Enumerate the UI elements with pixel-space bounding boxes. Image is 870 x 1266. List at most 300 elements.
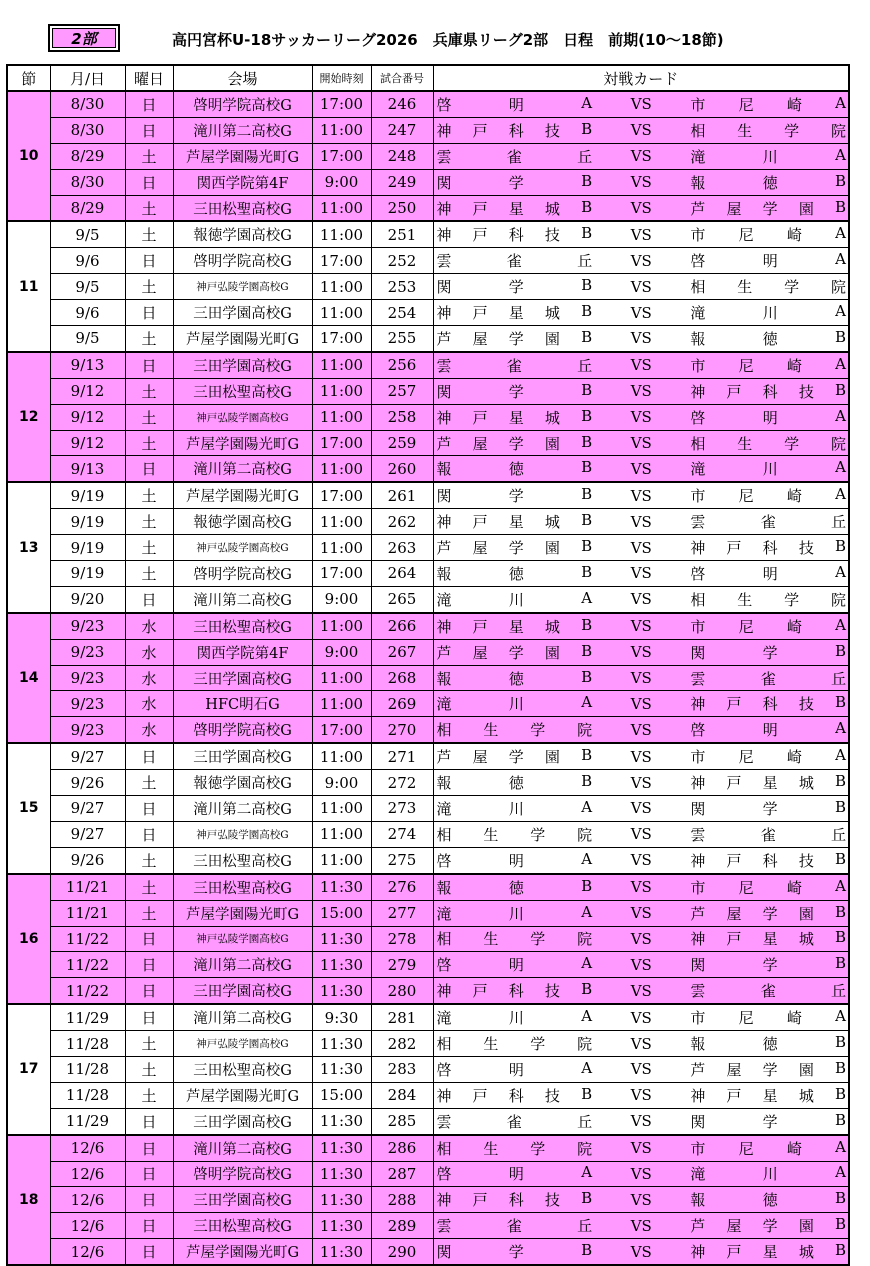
table-row bbox=[7, 1135, 849, 1161]
vs-label: VS bbox=[630, 720, 652, 739]
match-day: 日 bbox=[125, 169, 173, 195]
away-team: 雲 雀 丘 bbox=[690, 513, 846, 532]
match-venue: 三田学園高校G bbox=[173, 352, 312, 378]
vs-label: VS bbox=[630, 773, 652, 792]
home-team: 報 徳 B bbox=[436, 667, 593, 688]
vs-label: VS bbox=[630, 1164, 652, 1183]
table-row bbox=[7, 770, 849, 796]
match-venue: 報徳学園高校G bbox=[173, 770, 312, 796]
match-day: 土 bbox=[125, 509, 173, 535]
match-start-time: 11:30 bbox=[312, 874, 371, 900]
home-team: 相 生 学 院 bbox=[436, 825, 593, 844]
home-team: 滝 川 A bbox=[436, 1007, 593, 1028]
match-card bbox=[433, 821, 849, 847]
match-day: 土 bbox=[125, 143, 173, 169]
match-start-time: 11:00 bbox=[312, 743, 371, 769]
vs-label: VS bbox=[630, 1112, 652, 1131]
home-team: 雲 雀 丘 bbox=[436, 252, 593, 271]
match-number: 256 bbox=[371, 352, 433, 378]
table-row bbox=[7, 639, 849, 665]
match-date: 11/28 bbox=[50, 1031, 125, 1057]
vs-label: VS bbox=[630, 277, 652, 296]
match-venue: 滝川第二高校G bbox=[173, 796, 312, 822]
table-row bbox=[7, 821, 849, 847]
table-row bbox=[7, 248, 849, 274]
match-venue: 啓明学院高校G bbox=[173, 1161, 312, 1187]
match-number: 271 bbox=[371, 743, 433, 769]
table-row bbox=[7, 91, 849, 117]
match-card bbox=[433, 143, 849, 169]
home-team: 啓 明 A bbox=[436, 93, 593, 114]
match-day: 土 bbox=[125, 535, 173, 561]
table-row bbox=[7, 561, 849, 587]
home-team: 報 徳 B bbox=[436, 458, 593, 479]
match-card bbox=[433, 1239, 849, 1265]
match-venue: 滝川第二高校G bbox=[173, 1135, 312, 1161]
match-start-time: 11:30 bbox=[312, 1187, 371, 1213]
match-card bbox=[433, 482, 849, 508]
match-date: 9/19 bbox=[50, 535, 125, 561]
match-day: 土 bbox=[125, 221, 173, 247]
vs-label: VS bbox=[630, 851, 652, 870]
match-day: 日 bbox=[125, 743, 173, 769]
match-date: 9/5 bbox=[50, 326, 125, 352]
match-day: 日 bbox=[125, 1187, 173, 1213]
match-date: 8/29 bbox=[50, 195, 125, 221]
match-card bbox=[433, 248, 849, 274]
match-number: 284 bbox=[371, 1082, 433, 1108]
match-venue: 神戸弘陵学園高校G bbox=[173, 535, 312, 561]
match-card bbox=[433, 169, 849, 195]
match-date: 9/6 bbox=[50, 300, 125, 326]
match-venue: 三田学園高校G bbox=[173, 1108, 312, 1134]
match-number: 274 bbox=[371, 821, 433, 847]
match-venue: 三田松聖高校G bbox=[173, 1056, 312, 1082]
table-row bbox=[7, 743, 849, 769]
home-team: 関 学 B bbox=[436, 485, 593, 506]
vs-label: VS bbox=[630, 1086, 652, 1105]
match-day: 日 bbox=[125, 1108, 173, 1134]
away-team: 滝 川 A bbox=[690, 145, 846, 166]
match-start-time: 11:00 bbox=[312, 221, 371, 247]
match-number: 287 bbox=[371, 1161, 433, 1187]
match-venue: 三田松聖高校G bbox=[173, 847, 312, 873]
section-number: 14 bbox=[7, 613, 50, 743]
home-team: 報 徳 B bbox=[436, 772, 593, 793]
match-number: 264 bbox=[371, 561, 433, 587]
home-team: 関 学 B bbox=[436, 1241, 593, 1262]
home-team: 相 生 学 院 bbox=[436, 1139, 593, 1158]
vs-label: VS bbox=[630, 799, 652, 818]
vs-label: VS bbox=[630, 825, 652, 844]
table-row bbox=[7, 456, 849, 482]
match-start-time: 11:30 bbox=[312, 1161, 371, 1187]
table-row bbox=[7, 535, 849, 561]
home-team: 滝 川 A bbox=[436, 797, 593, 818]
match-venue: 神戸弘陵学園高校G bbox=[173, 926, 312, 952]
away-team: 市 尼 崎 A bbox=[690, 485, 846, 506]
match-venue: 三田学園高校G bbox=[173, 665, 312, 691]
home-team: 神 戸 星 城 B bbox=[436, 511, 593, 532]
match-card bbox=[433, 639, 849, 665]
table-row bbox=[7, 900, 849, 926]
home-team: 神 戸 星 城 B bbox=[436, 406, 593, 427]
home-team: 滝 川 A bbox=[436, 588, 593, 609]
match-number: 266 bbox=[371, 613, 433, 639]
match-day: 日 bbox=[125, 352, 173, 378]
match-venue: 三田松聖高校G bbox=[173, 378, 312, 404]
match-card bbox=[433, 586, 849, 612]
match-number: 249 bbox=[371, 169, 433, 195]
match-date: 9/23 bbox=[50, 717, 125, 743]
match-start-time: 15:00 bbox=[312, 900, 371, 926]
vs-label: VS bbox=[630, 1216, 652, 1235]
match-number: 257 bbox=[371, 378, 433, 404]
away-team: 関 学 B bbox=[690, 954, 846, 975]
match-day: 日 bbox=[125, 926, 173, 952]
table-header-row bbox=[7, 65, 849, 91]
match-venue: 芦屋学園陽光町G bbox=[173, 482, 312, 508]
match-venue: 神戸弘陵学園高校G bbox=[173, 1031, 312, 1057]
home-team: 神 戸 星 城 B bbox=[436, 302, 593, 323]
match-start-time: 11:30 bbox=[312, 1239, 371, 1265]
table-row bbox=[7, 1056, 849, 1082]
match-number: 290 bbox=[371, 1239, 433, 1265]
match-day: 日 bbox=[125, 796, 173, 822]
away-team: 市 尼 崎 A bbox=[690, 746, 846, 767]
match-start-time: 11:00 bbox=[312, 691, 371, 717]
match-start-time: 9:00 bbox=[312, 770, 371, 796]
match-date: 11/22 bbox=[50, 952, 125, 978]
away-team: 芦 屋 学 園 B bbox=[690, 1215, 846, 1236]
vs-label: VS bbox=[630, 929, 652, 948]
match-day: 日 bbox=[125, 456, 173, 482]
match-start-time: 11:30 bbox=[312, 1108, 371, 1134]
match-start-time: 11:30 bbox=[312, 1056, 371, 1082]
match-day: 土 bbox=[125, 1082, 173, 1108]
home-team: 雲 雀 丘 bbox=[436, 356, 593, 375]
match-venue: 三田学園高校G bbox=[173, 1187, 312, 1213]
match-venue: 神戸弘陵学園高校G bbox=[173, 404, 312, 430]
vs-label: VS bbox=[630, 538, 652, 557]
division-badge-label: 2部 bbox=[52, 28, 116, 48]
away-team: 芦 屋 学 園 B bbox=[690, 197, 846, 218]
match-card bbox=[433, 926, 849, 952]
match-number: 273 bbox=[371, 796, 433, 822]
vs-label: VS bbox=[630, 303, 652, 322]
home-team: 報 徳 B bbox=[436, 876, 593, 897]
vs-label: VS bbox=[630, 643, 652, 662]
table-row bbox=[7, 378, 849, 404]
match-card bbox=[433, 847, 849, 873]
match-card bbox=[433, 1082, 849, 1108]
vs-label: VS bbox=[630, 251, 652, 270]
table-row bbox=[7, 326, 849, 352]
match-card bbox=[433, 743, 849, 769]
match-number: 272 bbox=[371, 770, 433, 796]
away-team: 市 尼 崎 A bbox=[690, 224, 846, 245]
table-row bbox=[7, 665, 849, 691]
vs-label: VS bbox=[630, 617, 652, 636]
home-team: 芦 屋 学 園 B bbox=[436, 432, 593, 453]
away-team: 啓 明 A bbox=[690, 719, 846, 740]
match-venue: 芦屋学園陽光町G bbox=[173, 143, 312, 169]
match-venue: 報徳学園高校G bbox=[173, 509, 312, 535]
col-header-start-time: 開始時刻 bbox=[312, 65, 371, 91]
section-number: 17 bbox=[7, 1004, 50, 1134]
match-date: 8/29 bbox=[50, 143, 125, 169]
match-start-time: 17:00 bbox=[312, 561, 371, 587]
away-team: 相 生 学 院 bbox=[690, 590, 846, 609]
match-start-time: 11:30 bbox=[312, 1031, 371, 1057]
match-venue: 滝川第二高校G bbox=[173, 586, 312, 612]
col-header-match-number: 試合番号 bbox=[371, 65, 433, 91]
table-row bbox=[7, 926, 849, 952]
match-venue: 芦屋学園陽光町G bbox=[173, 430, 312, 456]
match-start-time: 11:00 bbox=[312, 847, 371, 873]
match-start-time: 11:30 bbox=[312, 978, 371, 1004]
vs-label: VS bbox=[630, 121, 652, 140]
match-number: 261 bbox=[371, 482, 433, 508]
match-start-time: 11:00 bbox=[312, 404, 371, 430]
division-badge bbox=[48, 24, 120, 52]
vs-label: VS bbox=[630, 382, 652, 401]
match-number: 260 bbox=[371, 456, 433, 482]
home-team: 啓 明 A bbox=[436, 1163, 593, 1184]
match-card bbox=[433, 613, 849, 639]
vs-label: VS bbox=[630, 459, 652, 478]
vs-label: VS bbox=[630, 564, 652, 583]
match-card bbox=[433, 404, 849, 430]
match-venue: 三田学園高校G bbox=[173, 978, 312, 1004]
away-team: 神 戸 星 城 B bbox=[690, 772, 846, 793]
match-date: 9/13 bbox=[50, 352, 125, 378]
table-row bbox=[7, 613, 849, 639]
match-venue: 啓明学院高校G bbox=[173, 717, 312, 743]
away-team: 市 尼 崎 A bbox=[690, 354, 846, 375]
match-date: 9/13 bbox=[50, 456, 125, 482]
table-row bbox=[7, 717, 849, 743]
match-date: 9/12 bbox=[50, 430, 125, 456]
match-venue: HFC明石G bbox=[173, 691, 312, 717]
home-team: 神 戸 科 技 B bbox=[436, 119, 593, 140]
match-day: 土 bbox=[125, 326, 173, 352]
match-start-time: 17:00 bbox=[312, 143, 371, 169]
table-row bbox=[7, 482, 849, 508]
match-date: 8/30 bbox=[50, 169, 125, 195]
vs-label: VS bbox=[630, 694, 652, 713]
match-date: 11/29 bbox=[50, 1108, 125, 1134]
match-card bbox=[433, 665, 849, 691]
section-number: 12 bbox=[7, 352, 50, 482]
vs-label: VS bbox=[630, 512, 652, 531]
away-team: 雲 雀 丘 bbox=[690, 825, 846, 844]
match-day: 水 bbox=[125, 639, 173, 665]
match-number: 281 bbox=[371, 1004, 433, 1030]
away-team: 報 徳 B bbox=[690, 1189, 846, 1210]
match-day: 水 bbox=[125, 613, 173, 639]
match-start-time: 11:00 bbox=[312, 195, 371, 221]
home-team: 報 徳 B bbox=[436, 562, 593, 583]
match-venue: 芦屋学園陽光町G bbox=[173, 326, 312, 352]
match-card bbox=[433, 1056, 849, 1082]
match-venue: 芦屋学園陽光町G bbox=[173, 1239, 312, 1265]
vs-label: VS bbox=[630, 1190, 652, 1209]
match-date: 9/6 bbox=[50, 248, 125, 274]
match-date: 11/29 bbox=[50, 1004, 125, 1030]
home-team: 相 生 学 院 bbox=[436, 721, 593, 740]
match-start-time: 11:00 bbox=[312, 117, 371, 143]
match-number: 258 bbox=[371, 404, 433, 430]
match-day: 土 bbox=[125, 900, 173, 926]
vs-label: VS bbox=[630, 173, 652, 192]
match-start-time: 11:00 bbox=[312, 821, 371, 847]
match-date: 9/12 bbox=[50, 378, 125, 404]
match-venue: 滝川第二高校G bbox=[173, 117, 312, 143]
match-card bbox=[433, 1135, 849, 1161]
away-team: 報 徳 B bbox=[690, 327, 846, 348]
table-row bbox=[7, 509, 849, 535]
vs-label: VS bbox=[630, 486, 652, 505]
away-team: 芦 屋 学 園 B bbox=[690, 1058, 846, 1079]
away-team: 市 尼 崎 A bbox=[690, 876, 846, 897]
match-number: 263 bbox=[371, 535, 433, 561]
away-team: 滝 川 A bbox=[690, 302, 846, 323]
away-team: 報 徳 B bbox=[690, 1033, 846, 1053]
match-start-time: 17:00 bbox=[312, 717, 371, 743]
match-date: 9/20 bbox=[50, 586, 125, 612]
match-card bbox=[433, 1031, 849, 1057]
match-date: 11/21 bbox=[50, 900, 125, 926]
match-venue: 三田松聖高校G bbox=[173, 874, 312, 900]
match-number: 248 bbox=[371, 143, 433, 169]
section-number: 16 bbox=[7, 874, 50, 1004]
match-date: 9/23 bbox=[50, 691, 125, 717]
vs-label: VS bbox=[630, 1139, 652, 1158]
match-start-time: 11:30 bbox=[312, 1135, 371, 1161]
match-start-time: 9:00 bbox=[312, 169, 371, 195]
vs-label: VS bbox=[630, 904, 652, 923]
match-day: 水 bbox=[125, 717, 173, 743]
match-day: 日 bbox=[125, 91, 173, 117]
home-team: 啓 明 A bbox=[436, 849, 593, 870]
match-number: 269 bbox=[371, 691, 433, 717]
match-day: 土 bbox=[125, 770, 173, 796]
home-team: 相 生 学 院 bbox=[436, 1035, 593, 1053]
match-number: 270 bbox=[371, 717, 433, 743]
home-team: 神 戸 科 技 B bbox=[436, 224, 593, 245]
match-card bbox=[433, 274, 849, 300]
match-card bbox=[433, 770, 849, 796]
table-row bbox=[7, 586, 849, 612]
match-card bbox=[433, 91, 849, 117]
match-day: 土 bbox=[125, 378, 173, 404]
match-start-time: 17:00 bbox=[312, 482, 371, 508]
match-day: 水 bbox=[125, 665, 173, 691]
match-card bbox=[433, 1108, 849, 1134]
match-number: 259 bbox=[371, 430, 433, 456]
match-venue: 芦屋学園陽光町G bbox=[173, 1082, 312, 1108]
match-number: 250 bbox=[371, 195, 433, 221]
match-date: 8/30 bbox=[50, 91, 125, 117]
match-start-time: 11:00 bbox=[312, 274, 371, 300]
match-day: 土 bbox=[125, 1056, 173, 1082]
col-header-section: 節 bbox=[7, 65, 50, 91]
match-date: 9/19 bbox=[50, 509, 125, 535]
match-card bbox=[433, 352, 849, 378]
vs-label: VS bbox=[630, 95, 652, 114]
match-number: 285 bbox=[371, 1108, 433, 1134]
match-number: 262 bbox=[371, 509, 433, 535]
table-row bbox=[7, 143, 849, 169]
match-start-time: 11:00 bbox=[312, 613, 371, 639]
match-card bbox=[433, 300, 849, 326]
match-date: 9/23 bbox=[50, 665, 125, 691]
match-venue: 三田松聖高校G bbox=[173, 613, 312, 639]
home-team: 関 学 B bbox=[436, 171, 593, 192]
match-day: 日 bbox=[125, 117, 173, 143]
match-card bbox=[433, 509, 849, 535]
vs-label: VS bbox=[630, 669, 652, 688]
col-header-matchup: 対戦カード bbox=[433, 65, 849, 91]
vs-label: VS bbox=[630, 1008, 652, 1027]
match-date: 12/6 bbox=[50, 1161, 125, 1187]
match-date: 9/26 bbox=[50, 847, 125, 873]
match-start-time: 11:00 bbox=[312, 796, 371, 822]
match-start-time: 17:00 bbox=[312, 91, 371, 117]
match-start-time: 9:30 bbox=[312, 1004, 371, 1030]
table-row bbox=[7, 274, 849, 300]
match-card bbox=[433, 952, 849, 978]
match-venue: 滝川第二高校G bbox=[173, 456, 312, 482]
away-team: 神 戸 星 城 B bbox=[690, 1241, 846, 1262]
match-number: 283 bbox=[371, 1056, 433, 1082]
match-start-time: 11:00 bbox=[312, 535, 371, 561]
match-start-time: 9:00 bbox=[312, 639, 371, 665]
home-team: 芦 屋 学 園 B bbox=[436, 641, 593, 662]
away-team: 関 学 B bbox=[690, 641, 846, 662]
match-day: 日 bbox=[125, 1004, 173, 1030]
vs-label: VS bbox=[630, 1034, 652, 1053]
match-start-time: 11:00 bbox=[312, 378, 371, 404]
match-date: 9/26 bbox=[50, 770, 125, 796]
match-start-time: 17:00 bbox=[312, 248, 371, 274]
table-row bbox=[7, 221, 849, 247]
match-start-time: 11:30 bbox=[312, 952, 371, 978]
vs-label: VS bbox=[630, 434, 652, 453]
match-card bbox=[433, 874, 849, 900]
schedule-body bbox=[7, 91, 849, 1265]
table-row bbox=[7, 978, 849, 1004]
vs-label: VS bbox=[630, 590, 652, 609]
match-number: 253 bbox=[371, 274, 433, 300]
match-card bbox=[433, 378, 849, 404]
away-team: 相 生 学 院 bbox=[690, 121, 846, 140]
match-start-time: 11:30 bbox=[312, 926, 371, 952]
match-date: 9/27 bbox=[50, 743, 125, 769]
vs-label: VS bbox=[630, 225, 652, 244]
match-date: 9/23 bbox=[50, 639, 125, 665]
match-venue: 啓明学院高校G bbox=[173, 561, 312, 587]
away-team: 市 尼 崎 A bbox=[690, 93, 846, 114]
match-venue: 啓明学院高校G bbox=[173, 248, 312, 274]
home-team: 雲 雀 丘 bbox=[436, 1217, 593, 1236]
match-number: 278 bbox=[371, 926, 433, 952]
match-day: 土 bbox=[125, 561, 173, 587]
home-team: 芦 屋 学 園 B bbox=[436, 537, 593, 558]
match-card bbox=[433, 1213, 849, 1239]
match-card bbox=[433, 456, 849, 482]
